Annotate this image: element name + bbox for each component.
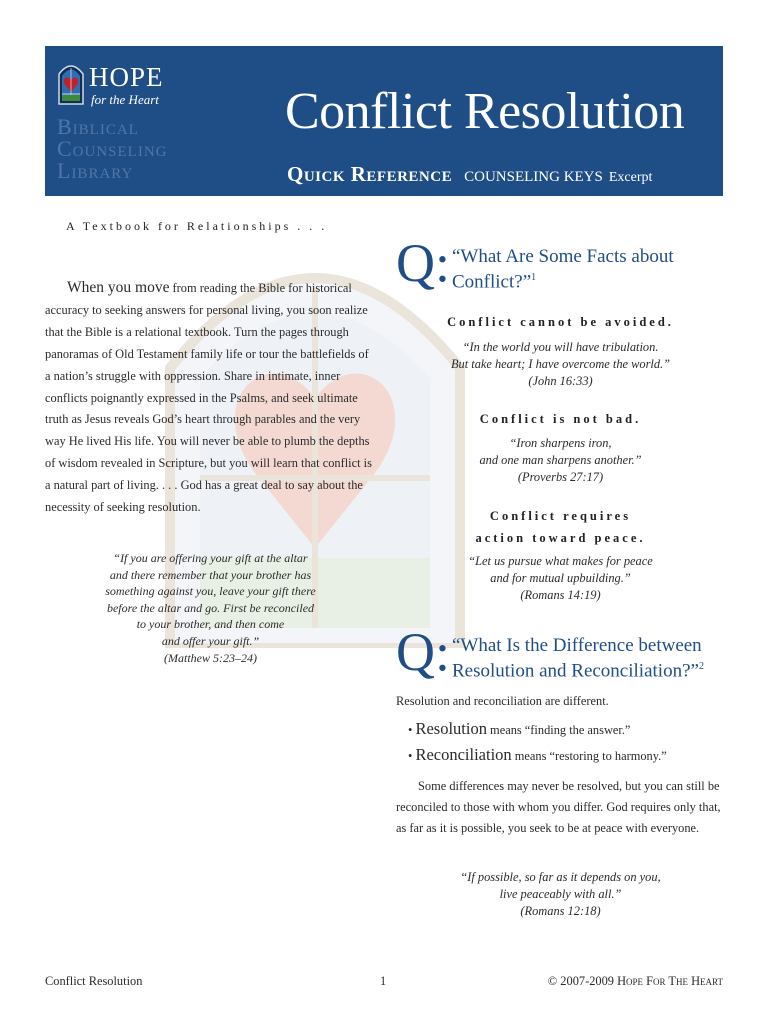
fact-heading-3 [398,505,723,549]
fact-verse-3 [398,553,723,603]
quote-line: “If you are offering your gift at the altar [113,551,308,565]
tagline: A Textbook for Relationships . . . [66,219,328,233]
page-title: Conflict Resolution [285,83,685,140]
question-1-text [452,246,732,292]
verse-line: “Let us pursue what makes for peace [468,554,653,568]
question-2-text [452,635,732,681]
quote-line: and offer your gift.” [161,633,260,648]
romans-verse [398,869,723,919]
quote-line: something against you, leave your gift there [105,584,316,599]
logo-for-the-heart: for the Heart [91,92,159,107]
verse-reference: (Romans 14:19) [520,587,601,602]
stained-glass-logo-icon [57,58,85,106]
verse-line: “In the world you will have tribulation. [462,340,659,354]
bullet-resolution: • Resolution means “finding the answer.” [408,719,631,738]
verse-reference: (John 16:33) [528,373,593,388]
verse-line: and for mutual upbuilding.” [490,570,631,585]
reconciliation-paragraph [396,776,726,838]
paragraph-text: Some differences may never be resolved, but you can still be reconciled to those with whom you differ. God requires only that, as far as it is possible, you seek to be at peace with everyone. [396,779,721,835]
quote-line: and there remember that your brother has [109,567,312,582]
logo-hope: HOPE [89,62,164,92]
quote-line: before the altar and go. First be reconciled [106,600,315,615]
q-mark: Q: [396,622,450,682]
fact-verse-2 [398,435,723,485]
q-mark: Q: [396,233,450,293]
verse-line: live peaceably with all.” [499,886,622,901]
quote-reference: (Matthew 5:23–24) [164,650,257,665]
footnote-marker: 1 [531,272,537,283]
library-line: Biblical [57,114,139,139]
library-line: Counseling [57,136,168,161]
header-banner [45,46,723,196]
library-line: Library [57,158,134,183]
footer-title: Conflict Resolution [45,974,143,988]
question-text: “What Is the Difference between Resolution and Reconciliation?” [452,635,702,682]
matthew-quote [48,550,373,666]
fact-verse-1 [398,339,723,389]
fact-heading-2: Conflict is not bad. [479,412,642,426]
verse-line: “If possible, so far as it depends on you, [460,870,661,884]
bullet-term: Resolution [415,719,487,738]
bullet-term: Reconciliation [415,745,512,764]
verse-line: “Iron sharpens iron, [509,436,612,450]
quick-reference-label: Quick Reference [287,162,453,186]
counseling-keys-label: COUNSELING KEYS [464,169,603,185]
verse-line: and one man sharpens another.” [479,452,642,467]
excerpt-label: Excerpt [608,170,653,185]
intro-body: from reading the Bible for historical accuracy to seeking answers for personal living, you soon realize that the Bible is a relational textbook. Turn the pages through panoramas of Old Testament family life or tour the battlefields of a nation’s struggle with oppression. Share in intimate, inner conflicts poignantly expressed in the Psalms, and seek ultimate truth as Jesus reveals God’s heart through parables and the very way He lived His life. You will never be able to plumb the depths of wisdom revealed in Scripture, but you will learn that conflict is a natural part of living. . . . God has a great deal to say about the necessity of seeking resolution. [45,281,372,515]
footnote-marker: 2 [698,661,704,672]
subtitle [287,162,652,187]
intro-paragraph [45,277,375,519]
question-text: “What Are Some Facts about Conflict?” [452,246,674,293]
copyright-text: © 2007-2009 [547,974,618,988]
bullet-definition: means “finding the answer.” [486,723,631,737]
heading-line: Conflict requires [489,509,632,523]
page-number: 1 [380,974,387,988]
verse-reference: (Proverbs 27:17) [517,469,604,484]
footer-copyright [548,974,723,989]
fact-heading-1: Conflict cannot be avoided. [447,315,674,329]
heading-line: action toward peace. [475,531,646,545]
difference-intro: Resolution and reconciliation are different. [396,694,609,708]
verse-reference: (Romans 12:18) [520,903,601,918]
biblical-counseling-library [57,116,168,182]
lead-in: When you move [67,279,170,296]
bullet-definition: means “restoring to harmony.” [511,749,667,763]
verse-line: But take heart; I have overcome the world.” [450,356,671,371]
quote-line: to your brother, and then come [136,617,285,632]
bullet-reconciliation: • Reconciliation means “restoring to harmony.” [408,745,667,764]
copyright-brand: Hope For The Heart [617,974,723,988]
